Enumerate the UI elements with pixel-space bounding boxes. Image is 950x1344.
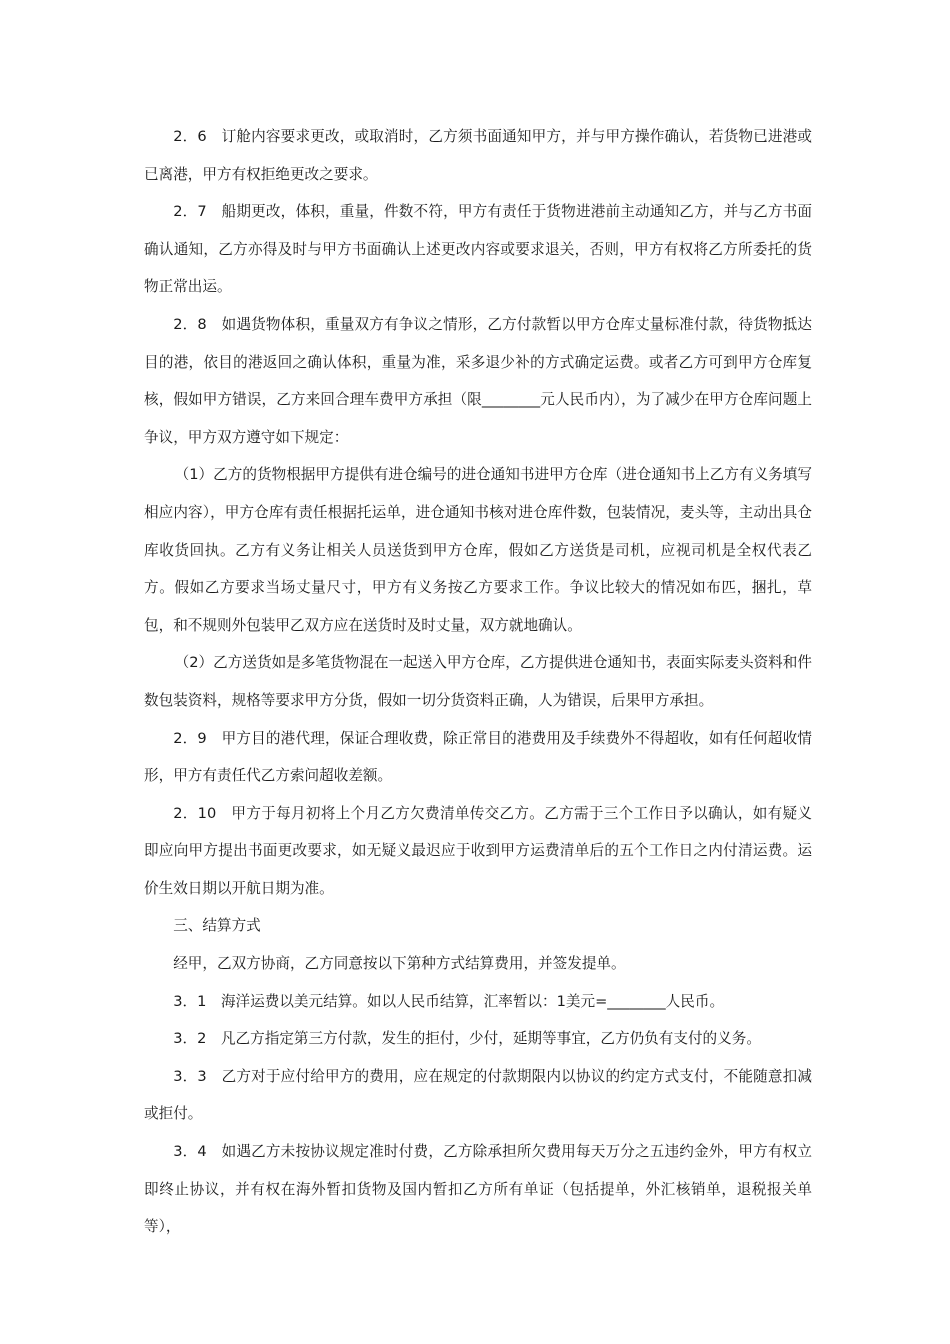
document-page (144, 118, 812, 1246)
clause-2-8-item-2: （2）乙方送货如是多笔货物混在一起送入甲方仓库，乙方提供进仓通知书，表面实际麦头资料和件数包装资料，规格等要求甲方分货，假如一切分货资料正确，人为错误，后果甲方承担。 (144, 654, 812, 709)
clause-3-3: 3．3 乙方对于应付给甲方的费用，应在规定的付款期限内以协议的约定方式支付，不能随意扣减或拒付。 (144, 1067, 812, 1123)
clause-3-2: 3．2 凡乙方指定第三方付款，发生的拒付，少付，延期等事宜，乙方仍负有支付的义务。 (173, 1030, 761, 1048)
section-heading-settlement: 三、结算方式 (173, 917, 261, 935)
clause-2-8: 2．8 如遇货物体积，重量双方有争议之情形，乙方付款暂以甲方仓库丈量标准付款，待货物抵达目的港，依目的港返回之确认体积，重量为准，采多退少补的方式确定运费。或者乙方可到甲方仓库复核，假如甲方错误，乙方来回合理车费甲方承担（限________元人民币内），为了减少在甲方仓库问题上争议，甲方双方遵守如下规定： (144, 315, 812, 446)
clause-3-1: 3．1 海洋运费以美元结算。如以人民币结算，汇率暂以：1美元=________人民币。 (173, 992, 725, 1010)
clause-3-4: 3．4 如遇乙方未按协议规定准时付费，乙方除承担所欠费用每天万分之五违约金外，甲方有权立即终止协议，并有权在海外暂扣货物及国内暂扣乙方所有单证（包括提单，外汇核销单，退税报关单等）， (144, 1143, 812, 1236)
settlement-intro: 经甲，乙双方协商，乙方同意按以下第种方式结算费用，并签发提单。 (173, 955, 626, 973)
clause-2-6: 2．6 订舱内容要求更改，或取消时，乙方须书面通知甲方，并与甲方操作确认，若货物已进港或已离港，甲方有权拒绝更改之要求。 (144, 128, 812, 183)
clause-2-8-item-1: （1）乙方的货物根据甲方提供有进仓编号的进仓通知书进甲方仓库（进仓通知书上乙方有义务填写相应内容），甲方仓库有责任根据托运单，进仓通知书核对进仓库件数，包装情况，麦头等，主动出具仓库收货回执。乙方有义务让相关人员送货到甲方仓库，假如乙方送货是司机，应视司机是全权代表乙方。假如乙方要求当场丈量尺寸，甲方有义务按乙方要求工作。争议比较大的情况如布匹，捆扎，草包，和不规则外包装甲乙双方应在送货时及时丈量，双方就地确认。 (144, 466, 812, 634)
clause-2-10: 2．10 甲方于每月初将上个月乙方欠费清单传交乙方。乙方需于三个工作日予以确认，如有疑义即应向甲方提出书面更改要求，如无疑义最迟应于收到甲方运费清单后的五个工作日之内付清运费。运价生效日期以开航日期为准。 (144, 804, 812, 897)
clause-2-9: 2．9 甲方目的港代理，保证合理收费，除正常目的港费用及手续费外不得超收，如有任何超收情形，甲方有责任代乙方索问超收差额。 (144, 729, 812, 785)
clause-2-7: 2．7 船期更改，体积，重量，件数不符，甲方有责任于货物进港前主动通知乙方，并与乙方书面确认通知，乙方亦得及时与甲方书面确认上述更改内容或要求退关，否则，甲方有权将乙方所委托的货物正常出运。 (144, 203, 812, 296)
